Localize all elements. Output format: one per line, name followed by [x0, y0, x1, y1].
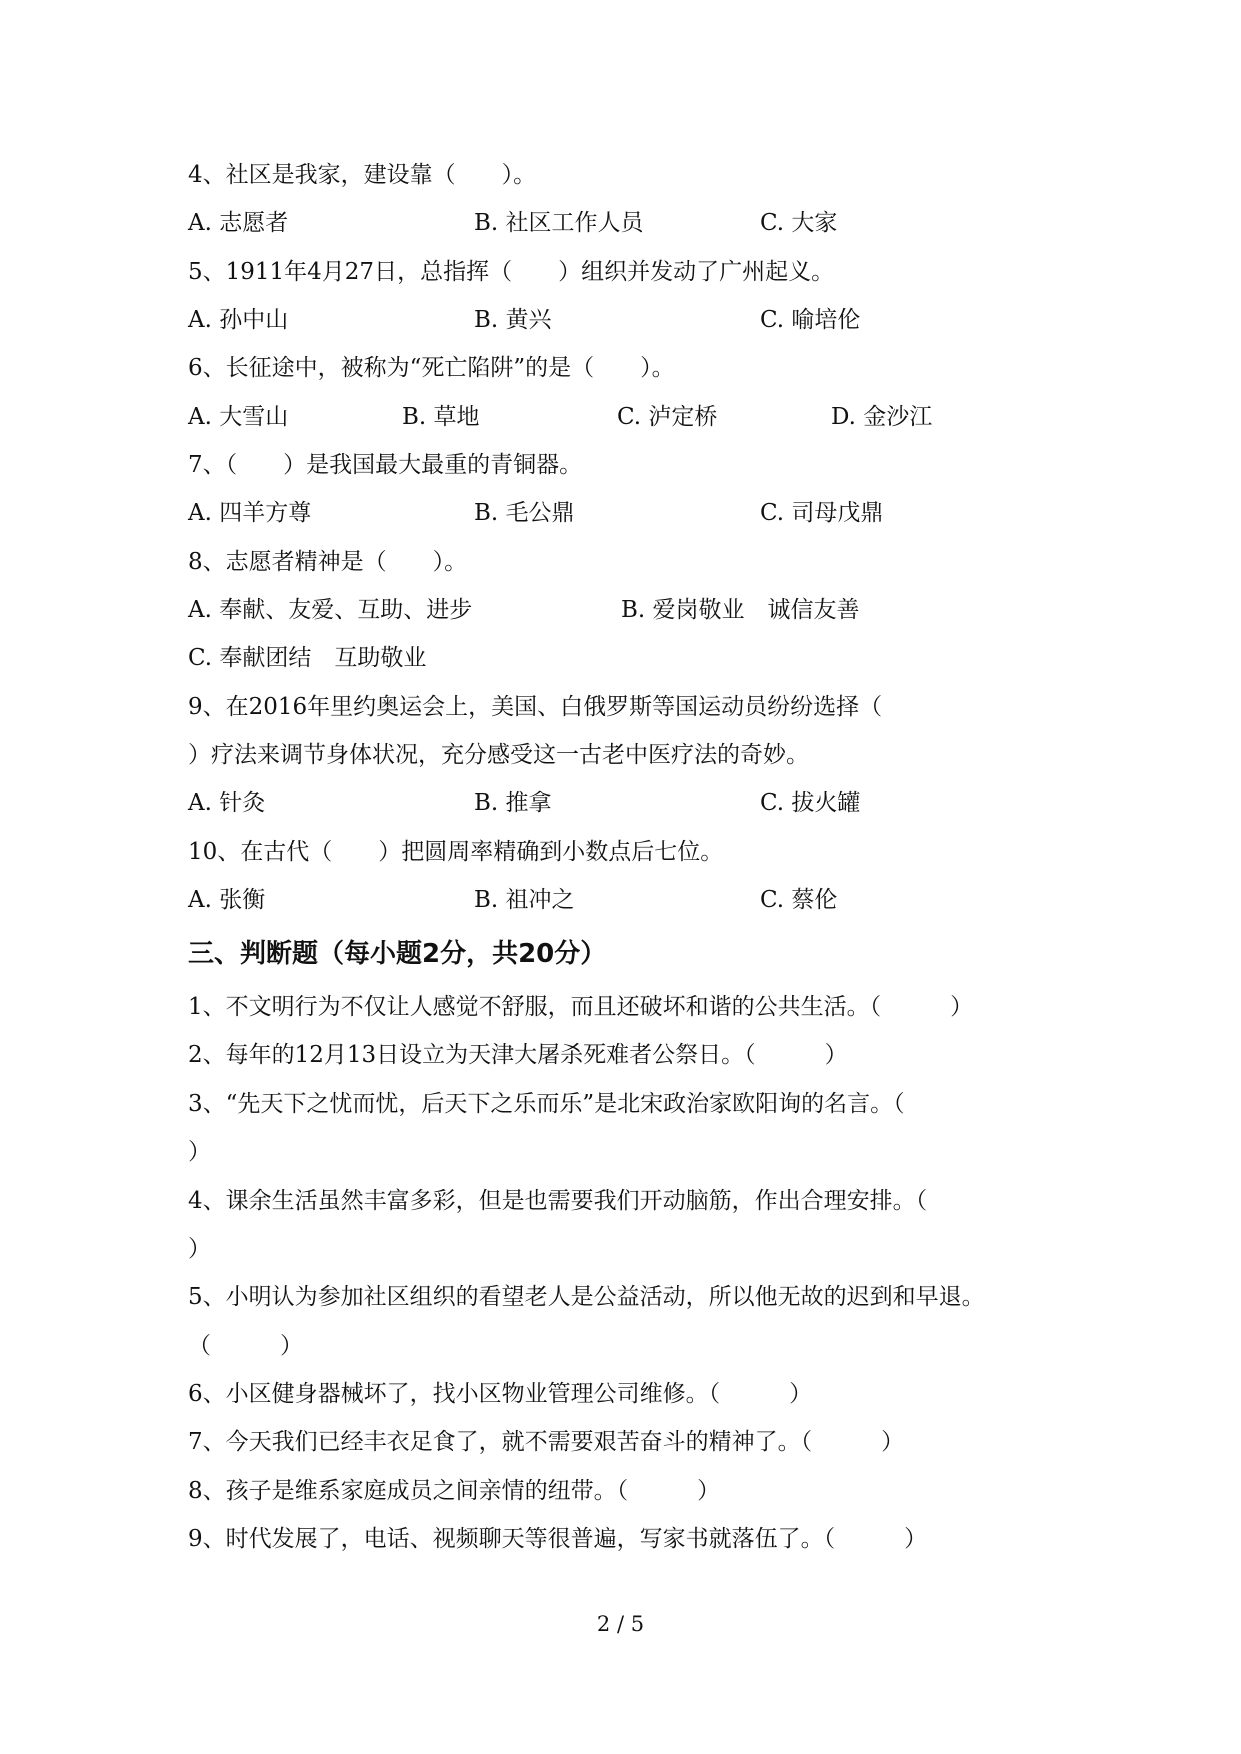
page-number: 2 / 5 [596, 1612, 645, 1636]
question-10-option-a: A. 张衡 [188, 887, 266, 913]
judge-item-6: 6、小区健身器械坏了，找小区物业管理公司维修。（ ） [188, 1381, 813, 1407]
question-9-option-a: A. 针灸 [188, 790, 266, 816]
question-10-stem: 10、在古代（ ）把圆周率精确到小数点后七位。 [188, 839, 724, 865]
question-7-option-a: A. 四羊方尊 [188, 500, 312, 526]
question-10-option-c: C. 蔡伦 [760, 887, 838, 913]
question-4-option-a: A. 志愿者 [188, 210, 289, 236]
judge-item-5: 5、小明认为参加社区组织的看望老人是公益活动，所以他无故的迟到和早退。 [188, 1284, 985, 1310]
judge-item-1: 1、不文明行为不仅让人感觉不舒服，而且还破坏和谐的公共生活。（ ） [188, 994, 974, 1020]
judge-item-3: 3、“先天下之忧而忧，后天下之乐而乐”是北宋政治家欧阳询的名言。（ [188, 1091, 905, 1117]
question-6-option-c: C. 泸定桥 [617, 404, 718, 430]
question-10-options [0, 885, 1241, 915]
question-7-stem: 7、（ ）是我国最大最重的青铜器。 [188, 452, 583, 478]
judge-item-2: 2、每年的12月13日设立为天津大屠杀死难者公祭日。（ ） [188, 1042, 848, 1068]
question-5-option-c: C. 喻培伦 [760, 307, 861, 333]
question-8-option-b: B. 爱岗敬业 诚信友善 [621, 597, 860, 623]
question-5-option-b: B. 黄兴 [474, 307, 552, 333]
question-9-option-c: C. 拔火罐 [760, 790, 861, 816]
judge-item-5-answer: （ ） [188, 1333, 303, 1359]
question-6-option-d: D. 金沙江 [831, 404, 933, 430]
question-7-option-b: B. 毛公鼎 [474, 500, 575, 526]
judge-item-4: 4、课余生活虽然丰富多彩，但是也需要我们开动脑筋，作出合理安排。（ [188, 1188, 928, 1214]
question-8-options [0, 595, 1241, 625]
judge-item-4-answer: ） [188, 1236, 211, 1262]
judge-item-3-answer: ） [188, 1139, 211, 1165]
question-8-option-a: A. 奉献、友爱、互助、进步 [188, 597, 473, 623]
section-3-heading: 三、判断题（每小题2分，共20分） [188, 939, 607, 969]
question-8-stem: 8、志愿者精神是（ ）。 [188, 549, 468, 575]
question-9-stem-continued: ）疗法来调节身体状况，充分感受这一古老中医疗法的奇妙。 [188, 742, 809, 768]
question-4-stem: 4、社区是我家，建设靠（ ）。 [188, 162, 537, 188]
question-6-option-b: B. 草地 [402, 404, 480, 430]
question-6-stem: 6、长征途中，被称为“死亡陷阱”的是（ ）。 [188, 355, 675, 381]
question-4-option-c: C. 大家 [760, 210, 838, 236]
question-7-option-c: C. 司母戊鼎 [760, 500, 884, 526]
question-9-option-b: B. 推拿 [474, 790, 552, 816]
question-8-option-c: C. 奉献团结 互助敬业 [188, 645, 427, 671]
question-4-option-b: B. 社区工作人员 [474, 210, 644, 236]
question-10-option-b: B. 祖冲之 [474, 887, 575, 913]
question-6-options [0, 402, 1241, 432]
question-9-stem: 9、在2016年里约奥运会上，美国、白俄罗斯等国运动员纷纷选择（ [188, 694, 883, 720]
question-4-options [0, 208, 1241, 238]
question-5-stem: 5、1911年4月27日，总指挥（ ）组织并发动了广州起义。 [188, 259, 835, 285]
question-9-options [0, 788, 1241, 818]
question-5-option-a: A. 孙中山 [188, 307, 289, 333]
question-6-option-a: A. 大雪山 [188, 404, 289, 430]
question-7-options [0, 498, 1241, 528]
judge-item-9: 9、时代发展了，电话、视频聊天等很普遍，写家书就落伍了。（ ） [188, 1526, 928, 1552]
judge-item-7: 7、今天我们已经丰衣足食了，就不需要艰苦奋斗的精神了。（ ） [188, 1429, 905, 1455]
judge-item-8: 8、孩子是维系家庭成员之间亲情的纽带。（ ） [188, 1478, 721, 1504]
question-5-options [0, 305, 1241, 335]
